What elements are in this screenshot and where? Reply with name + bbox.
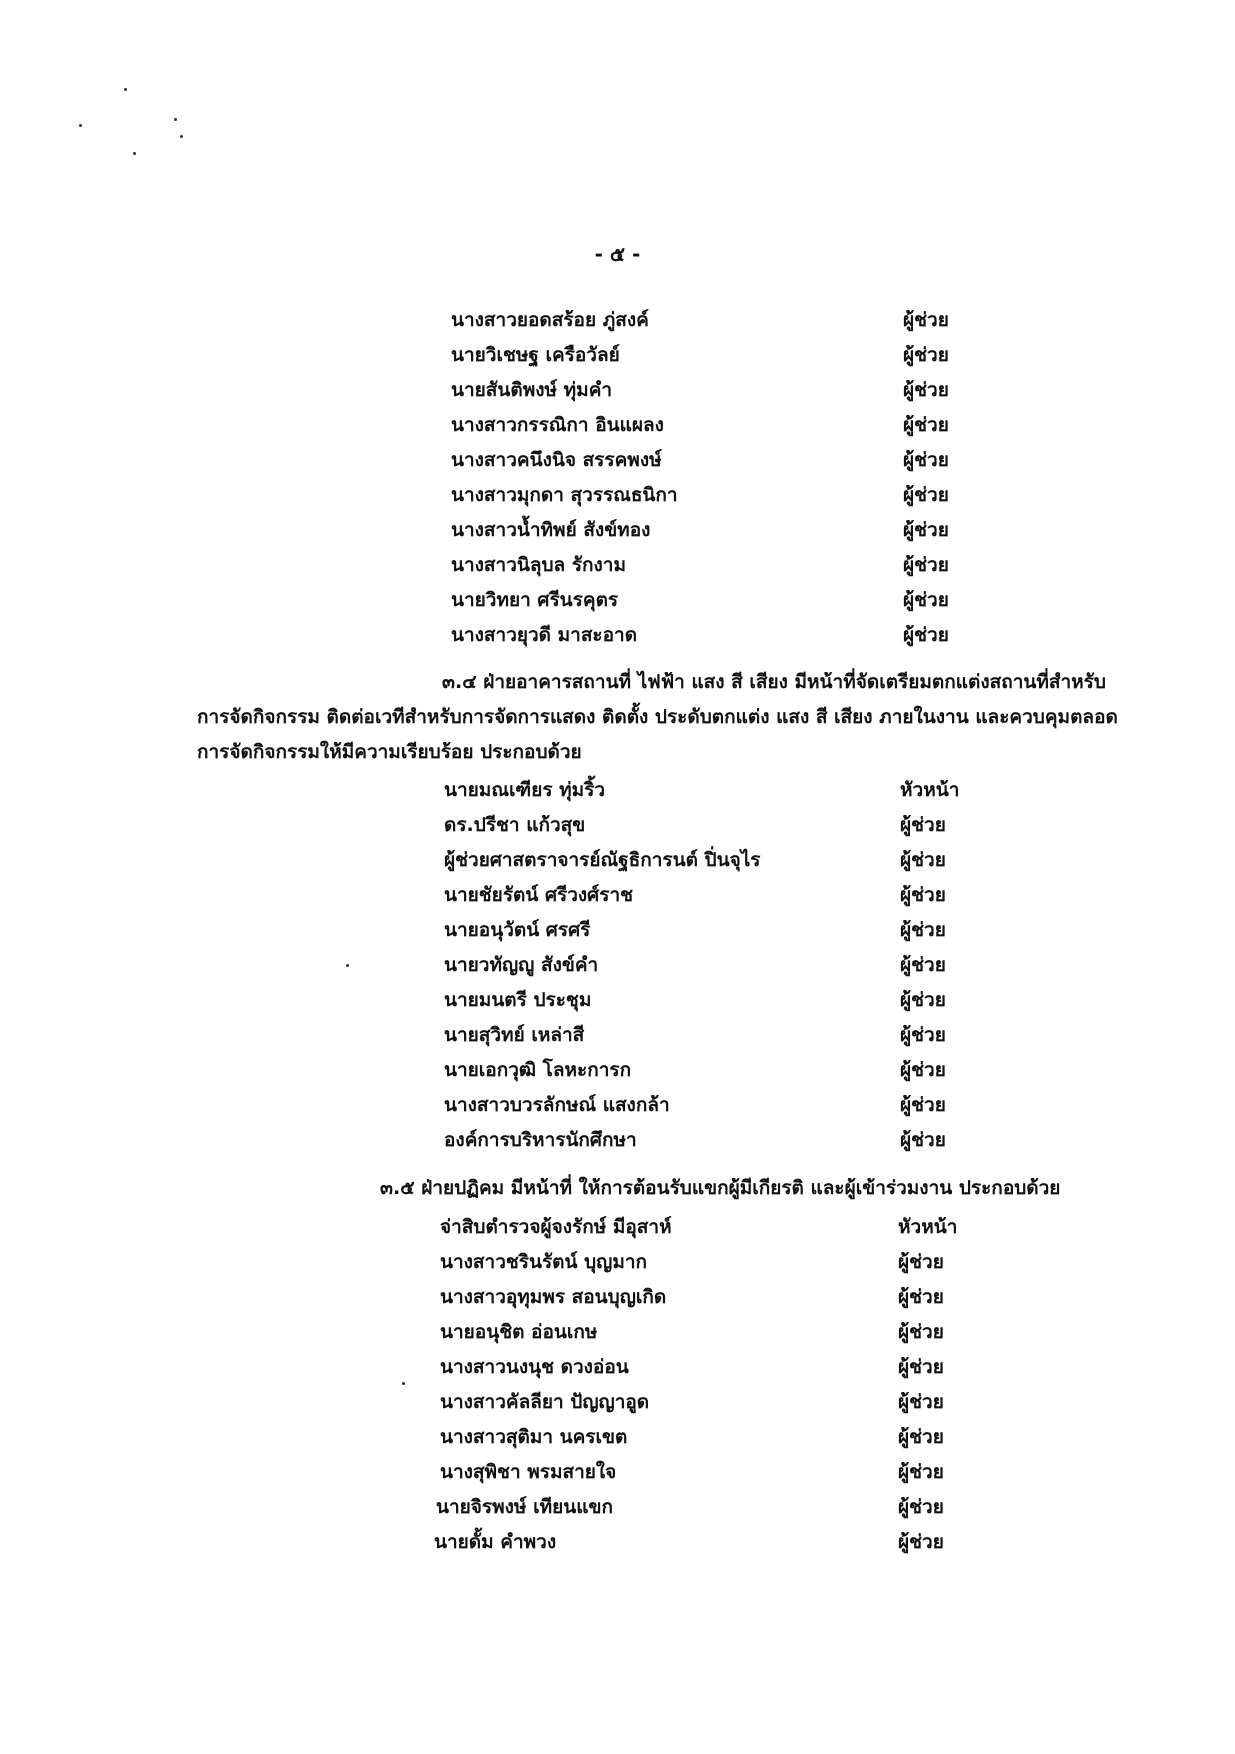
list-item (444, 773, 974, 807)
member-role: ผู้ช่วย (898, 1286, 944, 1308)
list-item (440, 1350, 970, 1384)
list-item (451, 478, 971, 512)
scan-speck (174, 118, 177, 121)
member-name: นายสันติพงษ์ ทุ่มคำ (451, 379, 613, 401)
member-role: ผู้ช่วย (900, 849, 946, 871)
member-name: นางสุพิชา พรมสายใจ (440, 1461, 617, 1483)
scan-speck (133, 152, 136, 155)
member-role: ผู้ช่วย (903, 589, 949, 611)
list-item (451, 303, 971, 337)
scan-speck (402, 1382, 405, 1385)
scan-speck (346, 964, 349, 967)
list-item (440, 1385, 970, 1419)
member-name: นางสาวบวรลักษณ์ แสงกล้า (444, 1094, 670, 1116)
member-role: ผู้ช่วย (898, 1356, 944, 1378)
member-role: ผู้ช่วย (900, 814, 946, 836)
member-name: นางสาวกรรณิกา อินแผลง (451, 414, 664, 436)
member-role: ผู้ช่วย (898, 1426, 944, 1448)
member-role: ผู้ช่วย (903, 554, 949, 576)
section-3-4-heading: ๓.๔ ฝ่ายอาคารสถานที่ ไฟฟ้า แสง สี เสียง มีหน้าที่จัดเตรียมตกแต่งสถานที่สำหรับ (442, 671, 1106, 693)
member-role: ผู้ช่วย (900, 1094, 946, 1116)
member-name: นายชัยรัตน์ ศรีวงศ์ราช (444, 884, 634, 906)
section-3-4-body-line3: การจัดกิจกรรมให้มีความเรียบร้อย ประกอบด้วย (197, 741, 582, 763)
list-item (440, 1315, 970, 1349)
member-name: นายอนุชิต อ่อนเกษ (440, 1321, 598, 1343)
member-role: ผู้ช่วย (898, 1531, 944, 1553)
scan-speck (79, 124, 82, 127)
list-item (451, 373, 971, 407)
member-name: ผู้ช่วยศาสตราจารย์ณัฐธิการนต์ ปิ่นจุไร (444, 849, 761, 871)
member-name: นายจิรพงษ์ เทียนแขก (436, 1496, 613, 1518)
scan-speck (124, 88, 127, 91)
member-name: นายเอกวุฒิ โลหะการก (444, 1059, 632, 1081)
member-name: นางสาวชรินรัตน์ บุญมาก (440, 1251, 648, 1273)
list-item (444, 948, 974, 982)
list-item (440, 1420, 970, 1454)
member-role: ผู้ช่วย (900, 1059, 946, 1081)
list-item (451, 443, 971, 477)
list-item (451, 618, 971, 652)
member-role: ผู้ช่วย (903, 484, 949, 506)
list-item (444, 983, 974, 1017)
member-role: ผู้ช่วย (903, 624, 949, 646)
member-role: ผู้ช่วย (903, 449, 949, 471)
member-name: นายมนตรี ประชุม (444, 989, 592, 1011)
list-item (451, 548, 971, 582)
list-item (440, 1455, 970, 1489)
list-item (444, 808, 974, 842)
page-number: - ๕ - (594, 242, 641, 266)
list-item (444, 878, 974, 912)
member-role: ผู้ช่วย (898, 1251, 944, 1273)
member-role: ผู้ช่วย (898, 1496, 944, 1518)
list-item (444, 843, 974, 877)
list-item (444, 1053, 974, 1087)
member-role: ผู้ช่วย (900, 1129, 946, 1151)
member-role: ผู้ช่วย (900, 884, 946, 906)
scan-speck (180, 135, 183, 138)
member-name: ดร.ปรีชา แก้วสุข (444, 814, 586, 836)
member-name: นางสาวอุทุมพร สอนบุญเกิด (440, 1286, 667, 1308)
member-name: นางสาวมุกดา สุวรรณธนิกา (451, 484, 678, 506)
member-role: ผู้ช่วย (903, 519, 949, 541)
member-name: นายวทัญญู สังข์คำ (444, 954, 599, 976)
section-3-5-heading: ๓.๕ ฝ่ายปฏิคม มีหน้าที่ ให้การต้อนรับแขกผู้มีเกียรติ และผู้เข้าร่วมงาน ประกอบด้วย (380, 1177, 1061, 1199)
list-item (444, 913, 974, 947)
member-name: นางสาวสุติมา นครเขต (440, 1426, 628, 1448)
member-name: นางสาวคัลลียา ปัญญาอูด (440, 1391, 650, 1413)
member-role: ผู้ช่วย (900, 954, 946, 976)
member-role: ผู้ช่วย (903, 379, 949, 401)
member-name: จ่าสิบตำรวจผู้จงรักษ์ มีอุสาห์ (440, 1216, 672, 1238)
member-name: นายมณเฑียร ทุ่มริ้ว (444, 779, 606, 801)
list-item (440, 1245, 970, 1279)
list-item (451, 583, 971, 617)
member-role: ผู้ช่วย (900, 919, 946, 941)
list-item (440, 1280, 970, 1314)
list-item (444, 1018, 974, 1052)
member-role: ผู้ช่วย (903, 344, 949, 366)
member-role: ผู้ช่วย (903, 309, 949, 331)
member-name: นางสาวน้ำทิพย์ สังข์ทอง (451, 519, 651, 541)
member-role: หัวหน้า (898, 1216, 958, 1238)
list-item (444, 1088, 974, 1122)
list-item (440, 1210, 970, 1244)
member-name: นางสาวยุวดี มาสะอาด (451, 624, 638, 646)
member-role: หัวหน้า (900, 779, 960, 801)
member-name: นางสาวยอดสร้อย ภู่สงค์ (451, 309, 649, 331)
member-name: นายวิทยา ศรีนรคุตร (451, 589, 619, 611)
member-role: ผู้ช่วย (900, 989, 946, 1011)
list-item (444, 1123, 974, 1157)
member-role: ผู้ช่วย (903, 414, 949, 436)
list-item (451, 338, 971, 372)
member-name: องค์การบริหารนักศึกษา (444, 1129, 637, 1151)
member-name: นายอนุวัตน์ ศรศรี (444, 919, 591, 941)
member-name: นางสาวคนึงนิจ สรรคพงษ์ (451, 449, 662, 471)
member-name: นายสุวิทย์ เหล่าสี (444, 1024, 585, 1046)
member-name: นายวิเชษฐ เครือวัลย์ (451, 344, 620, 366)
list-item (434, 1525, 970, 1559)
member-name: นางสาวนงนุช ดวงอ่อน (440, 1356, 629, 1378)
section-3-4-body-line2: การจัดกิจกรรม ติดต่อเวทีสำหรับการจัดการแสดง ติดตั้ง ประดับตกแต่ง แสง สี เสียง ภายในงาน และควบคุมตลอด (197, 706, 1118, 728)
member-name: นางสาวนิลุบล รักงาม (451, 554, 626, 576)
member-role: ผู้ช่วย (898, 1391, 944, 1413)
member-role: ผู้ช่วย (900, 1024, 946, 1046)
member-role: ผู้ช่วย (898, 1321, 944, 1343)
list-item (436, 1490, 970, 1524)
list-item (451, 513, 971, 547)
member-name: นายดั้ม คำพวง (434, 1531, 557, 1553)
list-item (451, 408, 971, 442)
member-role: ผู้ช่วย (898, 1461, 944, 1483)
